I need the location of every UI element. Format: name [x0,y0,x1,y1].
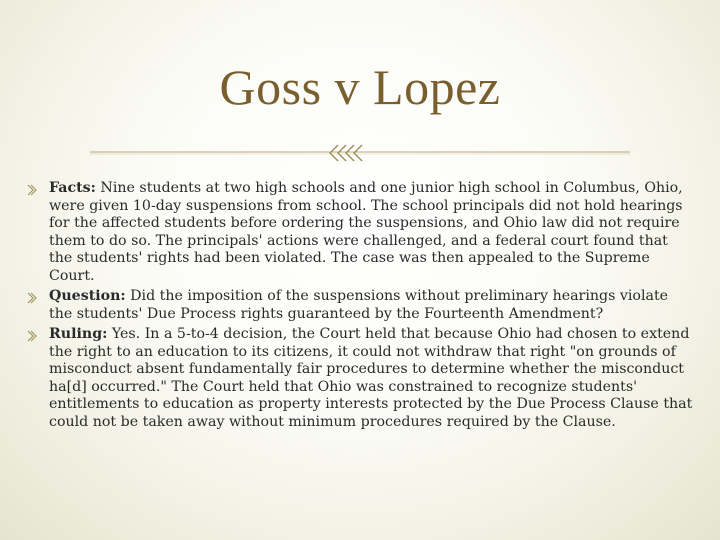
list-item-facts [25,180,695,285]
slide-body [25,180,695,434]
title-divider [90,139,630,169]
question-text: Did the imposition of the suspensions without preliminary hearings violate the students' Due Process rights guaranteed by the Fourteenth Amendment? [49,288,669,322]
list-item-question [25,288,695,323]
question-label: Question: [49,288,126,304]
chevron-bullet-icon [25,184,39,196]
facts-text: Nine students at two high schools and one junior high school in Columbus, Ohio, were given 10-day suspensions from school. The school principals did not hold hearings for the affected students before ordering the suspensions, and Ohio law did not require them to do so. The principals' actions were challenged, and a federal court found that the students' rights had been violated. The case was then appealed to the Supreme Court. [49,180,683,284]
slide-title: Goss v Lopez [219,59,501,115]
chevron-ornament-icon [330,145,362,161]
ruling-text: Yes. In a 5-to-4 decision, the Court held that because Ohio had chosen to extend the right to an education to its citizens, it could not withdraw that right "on grounds of misconduct absent fundamentally fair procedures to determine whether the misconduct ha[d] occurred." The Court held that Ohio was constrained to recognize students' entitlements to education as property interests protected by the Due Process Clause that could not be taken away without minimum procedures required by the Clause. [49,326,693,430]
chevron-bullet-icon [25,292,39,304]
chevron-bullet-icon [25,330,39,342]
list-item-ruling [25,326,695,431]
ruling-label: Ruling: [49,326,108,342]
facts-label: Facts: [49,180,96,196]
